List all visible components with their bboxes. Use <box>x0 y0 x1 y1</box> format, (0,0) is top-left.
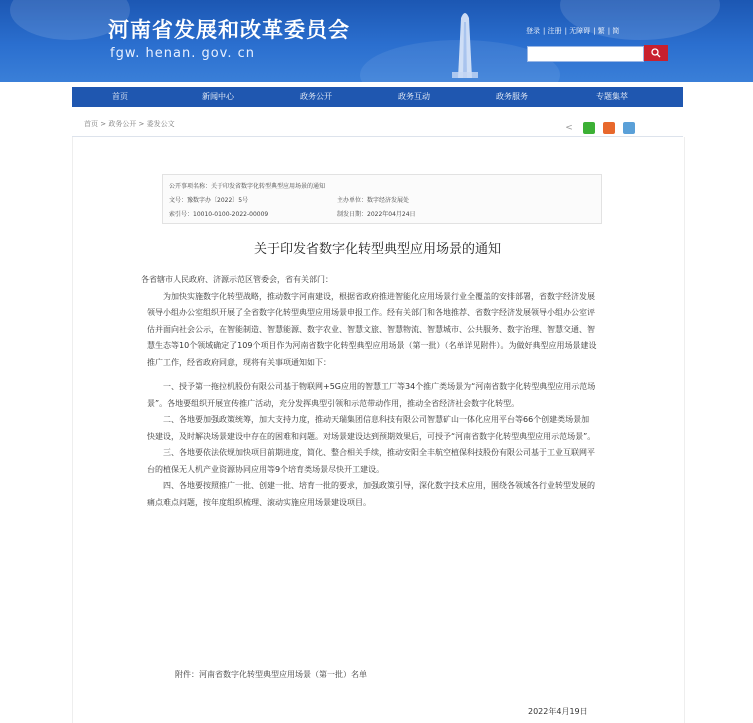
meta-issue-date: 制发日期：2022年04月24日 <box>337 211 416 218</box>
breadcrumb: 首页 > 政务公开 > 委发公文 <box>84 120 175 128</box>
site-url: fgw. henan. gov. cn <box>110 46 256 61</box>
salutation: 各省辖市人民政府、济源示范区管委会，省有关部门： <box>141 275 333 284</box>
meta-issuer: 主办单位：数字经济发展处 <box>337 197 410 204</box>
paragraph-4: 四、各地要按照推广一批、创建一批、培育一批的要求，加强政策引导，深化数字技术应用，围绕各领域各行业转型发展的痛点难点问题，按年度组织梳理、滚动实施应用场景建设项目。 <box>147 481 595 507</box>
simplified-link[interactable]: 简 <box>612 27 620 35</box>
meta-index-number: 索引号：10010-0100-2022-00009 <box>169 211 269 218</box>
traditional-link[interactable]: 繁 <box>597 27 605 35</box>
document-date: 2022年4月19日 <box>528 707 588 716</box>
nav-item-home[interactable]: 首页 <box>112 92 128 101</box>
paragraph-intro: 为加快实施数字化转型战略，推动数字河南建设，根据省政府推进智能化应用场景行业全覆盖的安排部署，省数字经济发展领导小组办公室组织开展了全省数字化转型典型应用场景申报工作。经有关部门和各地推荐、省数字经济发展领导小组办公室评估并面向社会公示，在智能制造、智慧能源、数字农业、智慧文旅、智慧物流、智慧城市、公共服务、数字治理、智慧交通、智慧生态等10个领域确定了109个项目作为河南省数字化转型典型应用场景（第一批）（名单详见附件）。为做好典型应用场景建设推广工作，经省政府同意，现将有关事项通知如下： <box>147 291 597 367</box>
landmark-tower-icon <box>452 8 478 78</box>
document-body <box>141 272 597 511</box>
divider <box>72 136 683 137</box>
paragraph-3: 三、各地要依法依规加快项目前期进度，简化、整合相关手续，推动安阳全丰航空植保科技股份有限公司基于工业互联网平台的植保无人机产业资源协同应用等9个培育类场景尽快开工建设。 <box>147 448 595 474</box>
weibo-icon[interactable] <box>603 122 615 134</box>
breadcrumb-home[interactable]: 首页 <box>84 120 98 128</box>
nav-item-topics[interactable]: 专题集萃 <box>596 92 628 101</box>
meta-subject: 公开事项名称：关于印发省数字化转型典型应用场景的通知 <box>169 183 326 190</box>
site-title: 河南省发展和改革委员会 <box>108 18 350 42</box>
wechat-icon[interactable] <box>583 122 595 134</box>
nav-item-services[interactable]: 政务服务 <box>496 92 528 101</box>
paragraph-2: 二、各地要加强政策统筹，加大支持力度，推动天瑞集团信息科技有限公司智慧矿山一体化应用平台等66个创建类场景加快建设，及时解决场景建设中存在的困难和问题。对场景建设达到预期效果后，可授予“河南省数字化转型典型应用示范场景”。 <box>147 415 596 441</box>
share-bar <box>563 117 638 131</box>
accessibility-link[interactable]: 无障碍 <box>569 27 591 35</box>
breadcrumb-open-affairs[interactable]: 政务公开 <box>108 120 137 128</box>
attachment-line[interactable]: 附件：河南省数字化转型典型应用场景（第一批）名单 <box>175 670 367 679</box>
register-link[interactable]: 注册 <box>547 27 562 35</box>
login-link[interactable]: 登录 <box>526 27 540 35</box>
search-button[interactable] <box>644 45 668 61</box>
paragraph-1: 一、授予第一拖拉机股份有限公司基于物联网+5G应用的智慧工厂等34个推广类场景为“河南省数字化转型典型应用示范场景”。各地要组织开展宣传推广活动，充分发挥典型引领和示范带动作用，推动全省经济社会数字化转型。 <box>147 382 596 408</box>
search-input[interactable] <box>527 46 644 62</box>
nav-item-open-affairs[interactable]: 政务公开 <box>300 92 332 101</box>
main-nav <box>72 87 683 107</box>
breadcrumb-documents[interactable]: 委发公文 <box>146 120 175 128</box>
header-banner <box>0 0 753 82</box>
top-links: 登录 | 注册 | 无障碍 | 繁 | 简 <box>526 27 620 35</box>
qzone-icon[interactable] <box>623 122 635 134</box>
search-icon <box>651 48 661 58</box>
nav-item-interaction[interactable]: 政务互动 <box>398 92 430 101</box>
share-icon[interactable]: < <box>565 122 573 133</box>
document-title: 关于印发省数字化转型典型应用场景的通知 <box>253 242 501 257</box>
meta-doc-number: 文号：豫数字办〔2022〕5号 <box>169 197 249 204</box>
nav-item-news[interactable]: 新闻中心 <box>202 92 234 101</box>
document-meta-box <box>162 174 602 224</box>
